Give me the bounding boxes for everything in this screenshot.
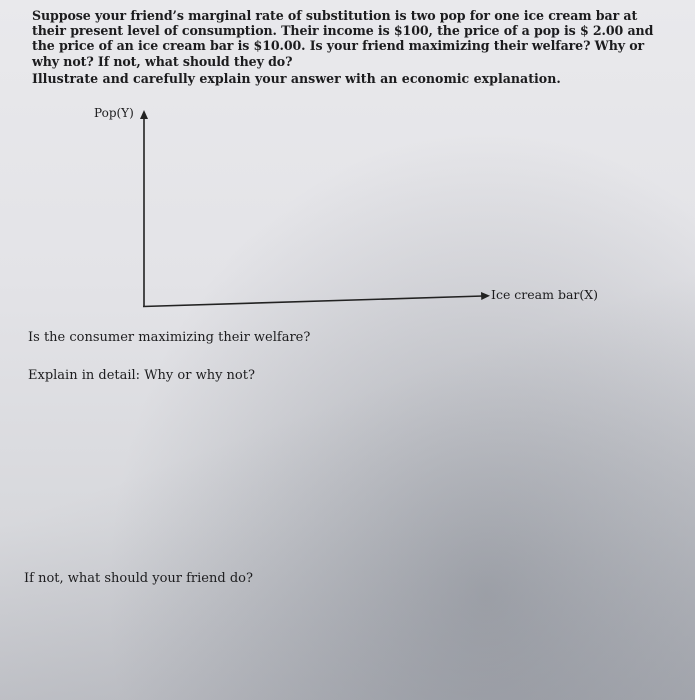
instruction-text: Illustrate and carefully explain your answer with an economic explanation. xyxy=(32,71,561,86)
y-axis-arrowhead xyxy=(140,110,148,119)
question-paragraph: Suppose your friend’s marginal rate of substitution is two pop for one ice cream bar at their present level of consumption. Their income is $100, the price of a pop is $ 2.00 and the price of an ice cream bar is $10.00. Is your friend maximizing their welfare? Why or why not? If not, what should they do? xyxy=(32,8,654,69)
y-axis-label: Pop(Y) xyxy=(94,106,134,120)
x-axis-arrowhead xyxy=(481,292,490,300)
maximizing-question: Is the consumer maximizing their welfare? xyxy=(28,330,311,345)
explain-question: Explain in detail: Why or why not? xyxy=(28,368,255,383)
x-axis-line xyxy=(143,296,483,307)
if-not-question: If not, what should your friend do? xyxy=(24,571,253,586)
x-axis-label: Ice cream bar(X) xyxy=(491,287,599,302)
